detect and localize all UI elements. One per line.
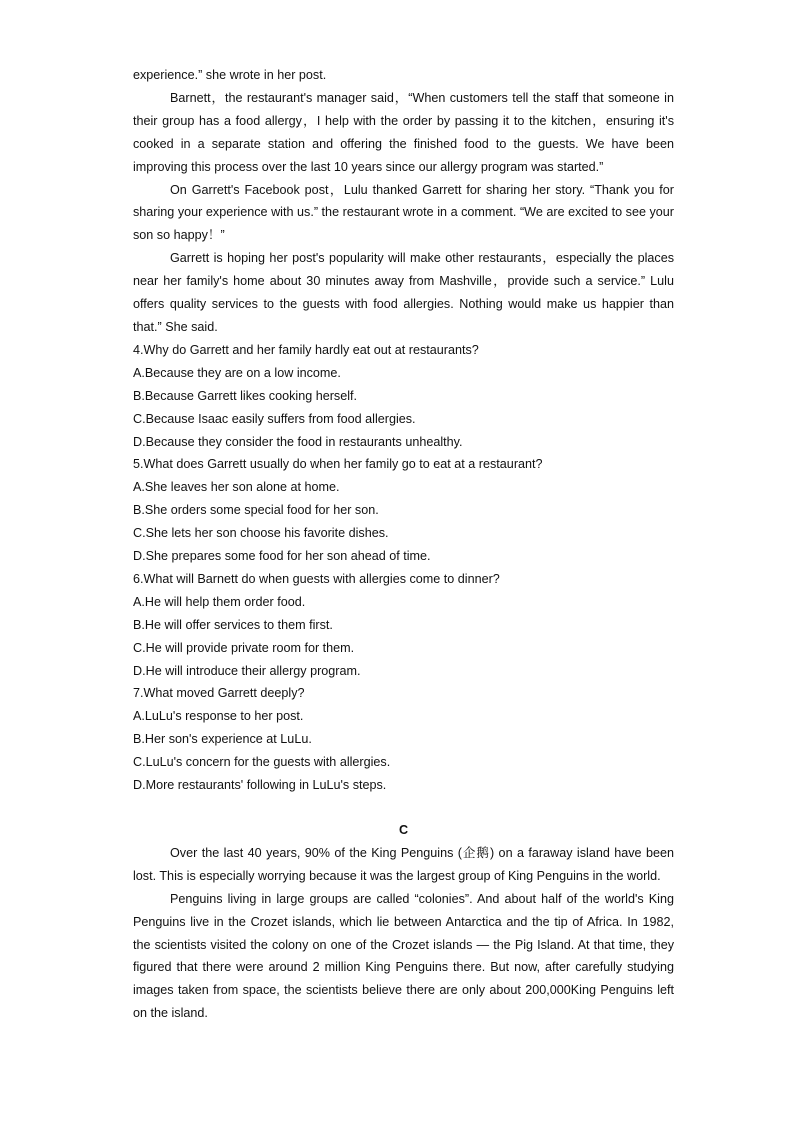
document-page bbox=[133, 64, 674, 1025]
answer-option: A.She leaves her son alone at home. bbox=[133, 480, 340, 495]
answer-option: B.She orders some special food for her son. bbox=[133, 503, 379, 518]
answer-option: B.He will offer services to them first. bbox=[133, 617, 333, 632]
answer-option: D.Because they consider the food in restaurants unhealthy. bbox=[133, 434, 463, 449]
question-stem: 6.What will Barnett do when guests with allergies come to dinner? bbox=[133, 571, 500, 586]
section-c-heading: C bbox=[398, 823, 409, 837]
answer-option: D.She prepares some food for her son ahead of time. bbox=[133, 549, 431, 564]
answer-option: C.Because Isaac easily suffers from food allergies. bbox=[133, 411, 416, 426]
question-stem: 5.What does Garrett usually do when her family go to eat at a restaurant? bbox=[133, 457, 543, 472]
passage-c-paragraph-1: Over the last 40 years, 90% of the King Penguins (企鹅) on a faraway island have been lost. This is especially worrying because it was the largest group of King Penguins in the world. bbox=[133, 845, 674, 883]
question-6 bbox=[133, 568, 674, 683]
answer-option: A.Because they are on a low income. bbox=[133, 365, 341, 380]
answer-option: C.LuLu's concern for the guests with allergies. bbox=[133, 755, 391, 770]
question-stem: 7.What moved Garrett deeply? bbox=[133, 686, 305, 701]
passage-b-paragraph-3: On Garrett's Facebook post，Lulu thanked Garrett for sharing her story. “Thank you for sharing your experience with us.” the restaurant wrote in a comment. “We are excited to see your son so happy！” bbox=[133, 182, 674, 243]
answer-option: A.He will help them order food. bbox=[133, 594, 306, 609]
passage-c-paragraph-2: Penguins living in large groups are called “colonies”. And about half of the world's King Penguins live in the Crozet islands, which lie between Antarctica and the tip of Africa. In 1982, the scientists visited the colony on one of the Crozet islands — the Pig Island. At that time, they figured that there were around 2 million King Penguins there. But now, after carefully studying images taken from space, the scientists believe there are only about 200,000King Penguins left on the island. bbox=[133, 891, 674, 1021]
answer-option: D.He will introduce their allergy program. bbox=[133, 663, 361, 678]
question-7 bbox=[133, 682, 674, 797]
passage-b-paragraph-2: Barnett，the restaurant's manager said，“When customers tell the staff that someone in their group has a food allergy，I help with the order by passing it to the kitchen，ensuring it's cooked in a separate station and offering the finished food to the guests. We have been improving this process over the last 10 years since our allergy program was started.” bbox=[133, 90, 674, 174]
answer-option: C.He will provide private room for them. bbox=[133, 640, 355, 655]
answer-option: B.Because Garrett likes cooking herself. bbox=[133, 388, 357, 403]
answer-option: C.She lets her son choose his favorite dishes. bbox=[133, 526, 389, 541]
answer-option: D.More restaurants' following in LuLu's steps. bbox=[133, 778, 387, 793]
question-5 bbox=[133, 453, 674, 568]
question-4 bbox=[133, 339, 674, 454]
question-stem: 4.Why do Garrett and her family hardly eat out at restaurants? bbox=[133, 342, 479, 357]
passage-b-paragraph-4: Garrett is hoping her post's popularity will make other restaurants，especially the places near her family's home about 30 minutes away from Mashville，provide such a service.” Lulu offers quality services to the guests with food allergies. Nothing would make us happier than that.” She said. bbox=[133, 251, 674, 334]
passage-b-paragraph-1: experience.” she wrote in her post. bbox=[133, 68, 327, 82]
answer-option: B.Her son's experience at LuLu. bbox=[133, 732, 312, 747]
answer-option: A.LuLu's response to her post. bbox=[133, 709, 304, 724]
